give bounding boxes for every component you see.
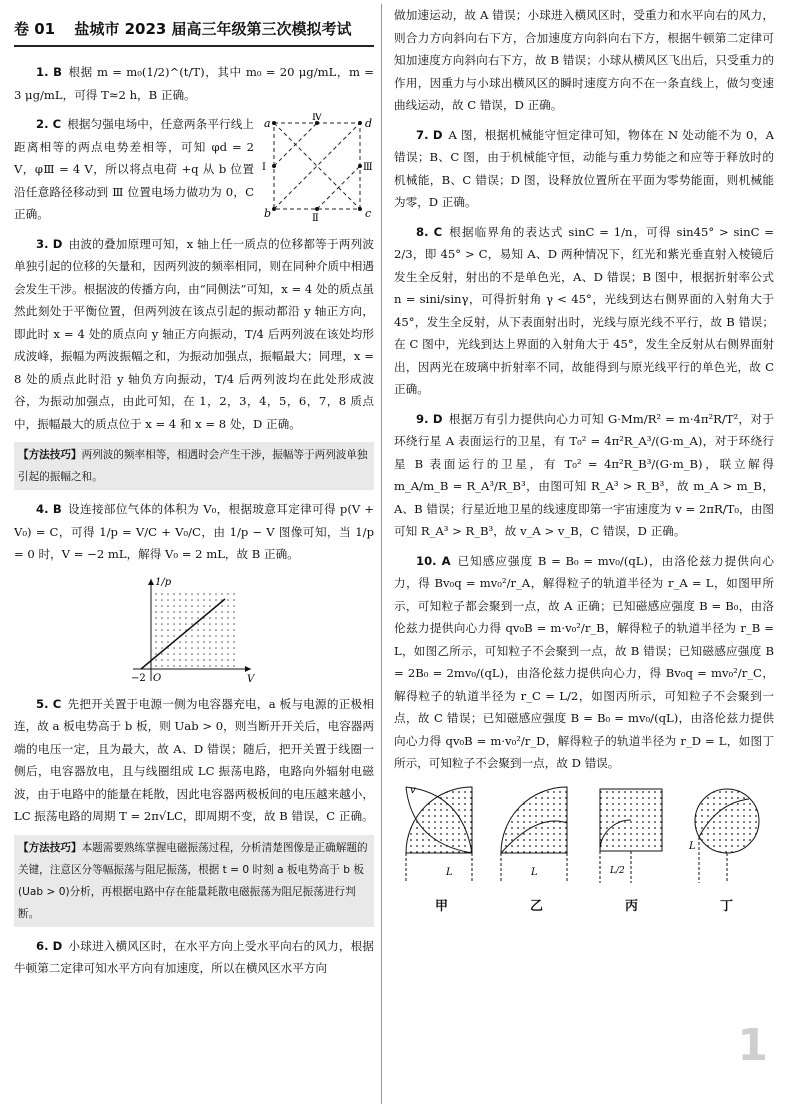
answer-number: 5. C — [36, 696, 62, 711]
answer-10 — [394, 550, 774, 775]
tip-text: 本题需要熟练掌握电磁振荡过程，分析清楚图像是正确解题的关键，注意区分等幅振荡与阻尼振荡，根据 t = 0 时刻 a 板电势高于 b 板(Uab > 0)分析，再根据电路中存在能量耗散电磁振荡为阻尼振荡进行判断。 — [18, 841, 368, 920]
label-b: b — [264, 207, 272, 220]
figure-bing — [592, 783, 672, 914]
answer-text: 根据万有引力提供向心力可知 G·Mm/R² = m·4π²R/T²，对于环绕行星 A 表面运行的卫星，有 T₀² = 4π²R_A³/(G·m_A)，对于环绕行星 B 表面运行的卫星，有 T₀² = 4π²R_B³/(G·m_B)，联立解得 m_A/m_B = R_A³/R_B³，由图可知 R_A³ > R_B³，故 m_A > m_B，A、B 错误；行星近地卫星的线速度即第一宇宙速度为 v = 2πR/T₀，由图可知 R_A³ > R_B³，故 v_A > v_B，C 错误，D 正确。 — [394, 411, 774, 538]
tip-label: 【方法技巧】 — [18, 841, 82, 854]
page-title: 盐城市 2023 届高三年级第三次模拟考试 — [74, 20, 352, 38]
answer-number: 1. B — [36, 65, 62, 79]
volume-label: 卷 01 — [14, 20, 56, 38]
answer-3 — [14, 233, 374, 436]
answer-text: 小球进入横风区时，在水平方向上受水平向右的风力，根据牛顿第二定律可知水平方向有加速度，所以在横风区水平方向 — [14, 938, 374, 975]
square-field-diagram — [262, 113, 374, 223]
x-axis-label: V — [247, 673, 255, 685]
y-axis-label: 1/p — [155, 576, 172, 588]
answer-text: 设连接部位气体的体积为 V₀，根据玻意耳定律可得 p(V + V₀) = C，可得 1/p = V/C + V₀/C，由 1/p − V 图像可知，当 1/p = 0 时，V = −2 mL，解得 V₀ = 2 mL，故 B 正确。 — [14, 502, 374, 561]
label-III: Ⅲ — [363, 162, 373, 173]
answer-number: 4. B — [36, 502, 62, 516]
figure-caption: 甲 — [434, 898, 448, 914]
answer-9 — [394, 408, 774, 543]
answer-1 — [14, 61, 374, 106]
figure-caption: 丁 — [719, 898, 733, 914]
length-label: L — [530, 866, 538, 878]
answer-7 — [394, 124, 774, 214]
answer-4 — [14, 498, 374, 566]
answer-2-block — [14, 113, 374, 233]
label-I: Ⅰ — [262, 162, 266, 173]
answer-number: 3. D — [36, 236, 63, 251]
label-d: d — [365, 117, 373, 130]
answer-text: A 图，根据机械能守恒定律可知，物体在 N 处动能不为 0，A 错误；B、C 图，由于机械能守恒，动能与重力势能之和应等于释放时的机械能，B、C 错误；D 图，设释放位置所在平面为零势能面，则机械能为零，D 正确。 — [394, 127, 774, 209]
answer-text: 根据 m = m₀(1/2)^(t/T)，其中 m₀ = 20 μg/mL，m = 3 μg/mL，可得 T≈2 h，B 正确。 — [14, 65, 374, 102]
figure-caption: 丙 — [624, 898, 638, 914]
answer-8 — [394, 221, 774, 401]
length-label: L — [445, 866, 453, 878]
inverse-p-v-graph — [14, 573, 374, 685]
answer-number: 8. C — [416, 224, 443, 239]
figure-caption: 乙 — [529, 898, 543, 914]
label-II: Ⅱ — [312, 213, 319, 223]
answer-number: 6. D — [36, 938, 63, 953]
tip-text: 两列波的频率相等，相遇时会产生干涉，振幅等于两列波单独引起的振幅之和。 — [18, 449, 368, 483]
answer-6 — [14, 935, 374, 980]
answer-number: 7. D — [416, 127, 443, 142]
page-number: 1 — [737, 1020, 768, 1071]
column-divider — [381, 4, 382, 1104]
answer-number: 2. C — [36, 117, 62, 131]
answer-text: 根据匀强电场中，任意两条平行线上距离相等的两点电势差相等，可知 φd = 2 V，φⅢ = 4 V，所以将点电荷 +q 从 b 位置沿任意路径移动到 Ⅲ 位置电场力做功为 0，C 正确。 — [14, 117, 254, 221]
figure-jia — [402, 783, 482, 914]
answer-5 — [14, 693, 374, 828]
length-label: L/2 — [609, 865, 625, 876]
answer-text: 先把开关置于电源一侧为电容器充电，a 板与电源的正极相连，故 a 板电势高于 b 板，则 Uab > 0，则当断开开关后，电容器两端的电压一定，且为最大，故 A、D 错误；随后，把开关置于线圈一侧后，电容器放电，且与线圈组成 LC 振荡电路，电路向外辐射电磁波，由于电路中的能量在耗散，因此电容器两极板间的电压越来越小，LC 振荡电路的周期 T = 2π√LC，即周期不变，故 B 错误，C 正确。 — [14, 696, 374, 823]
answer-text: 已知感应强度 B = B₀ = mv₀/(qL)，由洛伦兹力提供向心力，得 Bv₀q = mv₀²/r_A，解得粒子的轨道半径为 r_A = L，如图甲所示，可知粒子都会聚到一点，故 A 正确；已知磁感应强度 B = B₀，由洛伦兹力提供向心力得 qv₀B = m·v₀²/r_B，解得粒子的轨道半径为 r_B = L，如图乙所示，可知粒子不会聚到一点，故 B 错误；已知磁感应强度 B = 2B₀ = 2mv₀/(qL)，由洛伦兹力提供向心力，得 Bv₀q = mv₀²/r_C，解得粒子的轨道半径为 r_C = L/2，如图丙所示，可知粒子不会聚到一点，故 C 错误；已知磁感应强度 B = B₀ = mv₀/(qL)，由洛伦兹力提供向心力得 qv₀B = m·v₀²/r_D，解得粒子的轨道半径为 r_D = L，如图丁所示，可知粒子不会聚到一点，故 D 错误。 — [394, 553, 774, 770]
page-header — [14, 18, 374, 47]
label-a: a — [264, 117, 271, 130]
answer-6-continued — [394, 4, 774, 117]
method-tip-1 — [14, 442, 374, 490]
method-tip-2 — [14, 835, 374, 927]
label-IV: Ⅳ — [312, 113, 322, 123]
answer-text: 根据临界角的表达式 sinC = 1/n，可得 sin45° > sinC = 2/3，即 45° > C，易知 A、D 两种情况下，红光和紫光垂直射入棱镜后发生全反射，射出的不是单色光，A、D 错误；B 图中，根据折射率公式 n = sini/sinγ，可得折射角 γ < 45°，光线到达右侧界面的入射角大于 45°，发生全反射，从下表面射出时，光线与原光线不平行，故 B 错误；在 C 图中，光线到达上界面的入射角大于 45°，发生全反射从右侧界面射出，因两光在玻璃中折射率不同，故能得到与原光线平行的单色光，故 C 正确。 — [394, 224, 774, 396]
origin-label: O — [153, 672, 162, 684]
left-column — [14, 0, 374, 1119]
length-label: L — [688, 840, 696, 852]
magnetic-field-figures — [394, 783, 774, 914]
answer-text: 做加速运动，故 A 错误；小球进入横风区时，受重力和水平向右的风力，则合力方向斜向右下方，合加速度方向斜向右下方，根据牛顿第二定律可知加速度方向斜向右下方，故 B 错误；小球从横风区飞出后，只受重力的作用，因重力与小球出横风区的瞬时速度方向不在一条直线上，做匀变速曲线运动，故 C 错误，D 正确。 — [394, 8, 774, 112]
x-tick-label: −2 — [131, 672, 146, 684]
answer-text: 由波的叠加原理可知，x 轴上任一质点的位移都等于两列波单独引起的位移的矢量和，因两列波的频率相同，则在同种介质中相遇会发生干涉。根据波的传播方向，由“同侧法”可知，x = 4 处的质点虽然此刻处于平衡位置，但两列波在该点引起的振动都沿 y 轴正方向，即此时 x = 4 处的质点向 y 轴正方向振动，T/4 后两列波在该处均形成波峰，振幅为两波振幅之和，为振动加强点，振幅最大；同理，x = 8 处的质点此时沿 y 轴负方向振动，T/4 后两列波均在此处形成波谷，为振动加强点，由此可知，在 1，2，3，4，5，6，7，8 质点中，振幅最大的质点位于 x = 4 和 x = 8 处，D 正确。 — [14, 236, 374, 431]
answer-number: 9. D — [416, 411, 443, 426]
answer-number: 10. A — [416, 553, 451, 568]
figure-ding — [687, 783, 767, 914]
label-c: c — [365, 207, 372, 220]
velocity-label: v — [409, 784, 416, 796]
tip-label: 【方法技巧】 — [18, 449, 82, 461]
right-column — [394, 0, 774, 1119]
figure-yi — [497, 783, 577, 914]
